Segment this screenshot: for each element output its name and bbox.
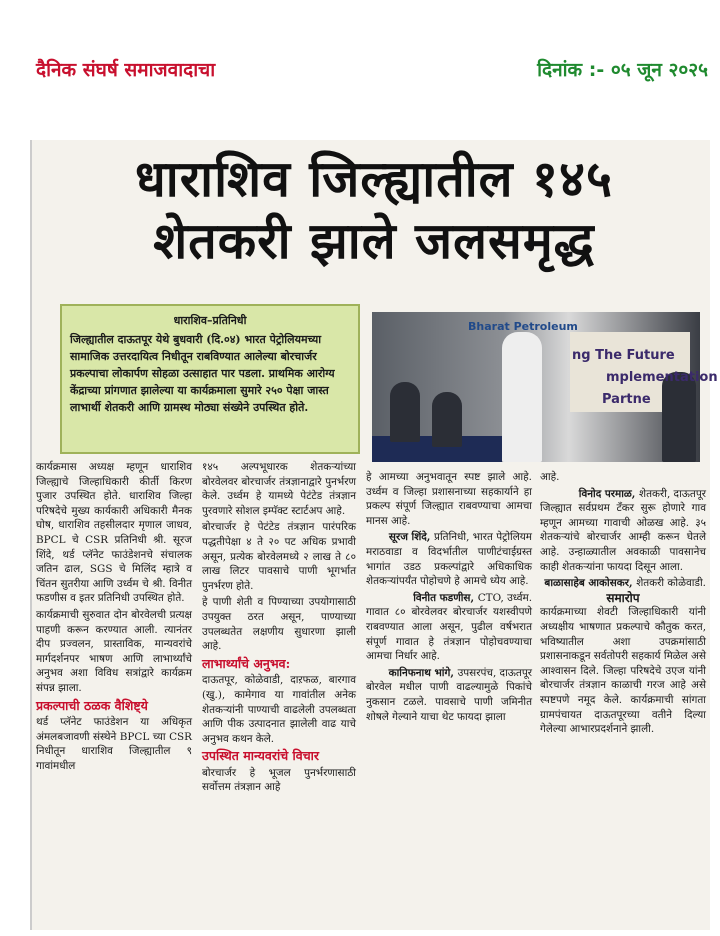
section-heading: समारोप (606, 590, 640, 605)
paragraph: हे आमच्या अनुभवातून स्पष्ट झाले आहे. उर्ध्वम व जिल्हा प्रशासनाच्या सहकार्याने हा प्रकल्प संपूर्ण जिल्ह्यात राबवण्याचा आमचा मानस आहे. (366, 471, 532, 527)
speaker-name: विनीत फडणीस, (413, 591, 475, 604)
speaker-credit (366, 530, 532, 545)
photo-text: mplementation (606, 370, 718, 385)
intro-text: जिल्ह्यातील दाऊतपूर येथे बुधवारी (दि.०४) भारत पेट्रोलियमच्या सामाजिक उत्तरदायित्व निधीतून राबविण्यात आलेल्या बोरचार्जर प्रकल्पाचा लोकार्पण सोहळा उत्साहात पार पडला. प्राथमिक आरोग्य केंद्राच्या प्रांगणात झालेल्या या कार्यक्रमाला सुमारे २५० पेक्षा जास्त लाभार्थी शेतकरी आणि ग्रामस्थ मोठ्या संख्येने उपस्थित होते. (70, 333, 335, 414)
column-1 (36, 460, 192, 775)
speaker-role: शेतकरी कोळेवाडी. (636, 577, 706, 590)
paragraph: कार्यक्रमाच्या शेवटी जिल्हाधिकारी यांनी अध्यक्षीय भाषणात प्रकल्पाचे कौतुक करत, भविष्यातील अशा उपक्रमांसाठी प्रशासनाकडून सर्वतोपरी सहकार्य मिळेल असे आश्वासन दिले. जिल्हा परिषदेचे उएज यांनी बोरचार्जर तंत्रज्ञान काळाची गरज आहे असे स्पष्टपणे नमूद केले. कार्यक्रमाची सांगता ग्रामपंचायत दाऊतपूरच्या वतीने दिल्या गेलेल्या आभारप्रदर्शनाने झाली. (540, 606, 706, 736)
paragraph: बोरचार्जर हे भूजल पुनर्भरणासाठी सर्वोत्तम तंत्रज्ञान आहे (202, 766, 356, 794)
paragraph: बोरचार्जर हे पेटंटेड तंत्रज्ञान पारंपरिक पद्धतीपेक्षा ४ ते २० पट अधिक प्रभावी असून, प्रत्येक बोरवेलमध्ये २ लाख ते ८० लाख लिटर पावसाचे पाणी भूगर्भात पुनर्भरण होते. (202, 521, 356, 592)
speaker-name: बाळासाहेब आकोसकर, (544, 577, 633, 590)
paragraph: कार्यक्रमास अध्यक्ष म्हणून धाराशिव जिल्ह्याचे जिल्हाधिकारी कीर्ती किरण पुजार उपस्थित होते. धाराशिव जिल्हा परिषदेचे मुख्य कार्यकारी अधिकारी मैनक घोष, धाराशिव तहसीलदार मृणाल जाधव, BPCL चे CSR प्रतिनिधी श्री. सूरज शिंदे, थर्ड प्लॅनेट फाउंडेशनचे संचालक जतिन ढाल, SGS चे मिलिंद म्हात्रे व चिंतन सुतरीया आणि उर्ध्वम चे श्री. विनीत फडणीस व इतर प्रतिनिधी उपस्थित होते. (36, 461, 192, 605)
photo-person (432, 392, 462, 447)
subheading: प्रकल्पाची ठळक वैशिष्ट्ये (36, 697, 148, 713)
subheading: लाभार्थ्यांचे अनुभव: (202, 655, 291, 671)
event-photo (372, 312, 718, 462)
headline-line-1: धाराशिव जिल्ह्यातील १४५ (135, 150, 613, 208)
photo-text: Partne (602, 392, 651, 407)
paragraph: १४५ अल्पभूधारक शेतकऱ्यांच्या बोरवेलवर बोरचार्जर तंत्रज्ञानाद्वारे पुनर्भरण केले. उर्ध्वम हे यामध्ये पेटंटेड तंत्रज्ञान पुरवणारे सोशल इम्पॅक्ट स्टार्टअप आहे. (202, 461, 356, 517)
headline-line-2: शेतकरी झाले जलसमृद्ध (153, 212, 595, 270)
speaker-credit (540, 576, 706, 591)
paragraph: हे पाणी शेती व पिण्याच्या उपयोगासाठी उपयुक्त ठरत असून, पाण्याच्या उपलब्धतेत लक्षणीय सुधारणा झाली आहे. (202, 596, 356, 653)
paragraph: कार्यक्रमाची सुरुवात दोन बोरवेलची प्रत्यक्ष पाहणी करून करण्यात आली. त्यानंतर दीप प्रज्वलन, प्रास्ताविक, मान्यवरांचे मार्गदर्शनपर भाषण आणि लाभार्थ्यांचे अनुभव अशा विविध सत्रांद्वारे कार्यक्रम संपन्न झाला. (36, 608, 192, 694)
publish-date: दिनांक :- ०५ जून २०२५ (537, 59, 708, 81)
photo-person (390, 382, 420, 442)
column-2 (202, 460, 356, 797)
paragraph: बोरवेल मधील पाणी वाढल्यामुळे पिकांचे नुकसान टळले. पावसाचे पाणी जमिनीत शोषले गेल्याने याचा थेट फायदा झाला (366, 681, 532, 723)
photo-text: Bharat Petroleum (468, 320, 578, 333)
headline (44, 148, 704, 272)
speaker-credit (366, 591, 532, 606)
intro-box (60, 304, 360, 454)
speaker-name: विनोद परमाळ, (578, 487, 636, 500)
photo-person (662, 372, 696, 462)
paragraph: आहे. (540, 471, 560, 483)
paper-name: दैनिक संघर्ष समाजवादाचा (36, 59, 216, 81)
speaker-credit (540, 487, 706, 502)
photo-speaker (502, 332, 542, 462)
subheading: उपस्थित मान्यवरांचे विचार (202, 748, 319, 764)
speaker-name: सूरज शिंदे, (388, 531, 431, 544)
photo-text: ng The Future (572, 348, 675, 363)
speaker-name: कानिफनाथ भांगे, (388, 666, 454, 679)
speaker-credit (366, 666, 532, 681)
speaker-role: शेतकरी, दाऊतपूर (639, 487, 706, 500)
paragraph: थर्ड प्लॅनेट फाउंडेशन या अधिकृत अंमलबजावणी संस्थेने BPCL च्या CSR निधीतून धाराशिव जिल्ह्यातील ९ गावांमधील (36, 716, 192, 772)
byline: धाराशिव–प्रतिनिधी (173, 314, 247, 327)
speaker-role: प्रतिनिधी, भारत पेट्रोलियम (434, 531, 532, 544)
paragraph: मराठवाडा व विदर्भातील पाणीटंचाईग्रस्त भागांत उडठ प्रकल्पांद्वारे अधिकाधिक शेतकऱ्यांपर्यंत पोहोचणे हे आमचे ध्येय आहे. (366, 545, 532, 588)
paragraph: जिल्ह्यात सर्वप्रथम टँकर सुरू होणारे गाव म्हणून आमच्या गावाची ओळख आहे. ३५ शेतकऱ्यांचे बोरचार्जर आम्ही करून घेतले आहे. उन्हाळ्यातील अवकाळी पावसानेच काही शेतकऱ्यांना फायदा दिसून आला. (540, 502, 706, 573)
column-4 (540, 470, 706, 739)
paragraph: दाऊतपूर, कोळेवाडी, दाऱफळ, बारगाव (खु.), कामेगाव या गावांतील अनेक शेतकऱ्यांनी पाण्याची वाढलेली उपलब्धता आणि पीक उत्पादनात झालेली वाढ याचे अनुभव कथन केले. (202, 674, 356, 745)
paragraph: गावात ८० बोरवेलवर बोरचार्जर यशस्वीपणे राबवण्यात आला असून, पुढील वर्षभरात संपूर्ण गावात हे तंत्रज्ञान पोहोचवण्याचा आमचा निर्धार आहे. (366, 606, 532, 663)
column-3 (366, 470, 532, 726)
speaker-role: उपसरपंच, दाऊतपूर (457, 666, 532, 679)
speaker-role: CTO, उर्ध्वम. (477, 591, 532, 604)
